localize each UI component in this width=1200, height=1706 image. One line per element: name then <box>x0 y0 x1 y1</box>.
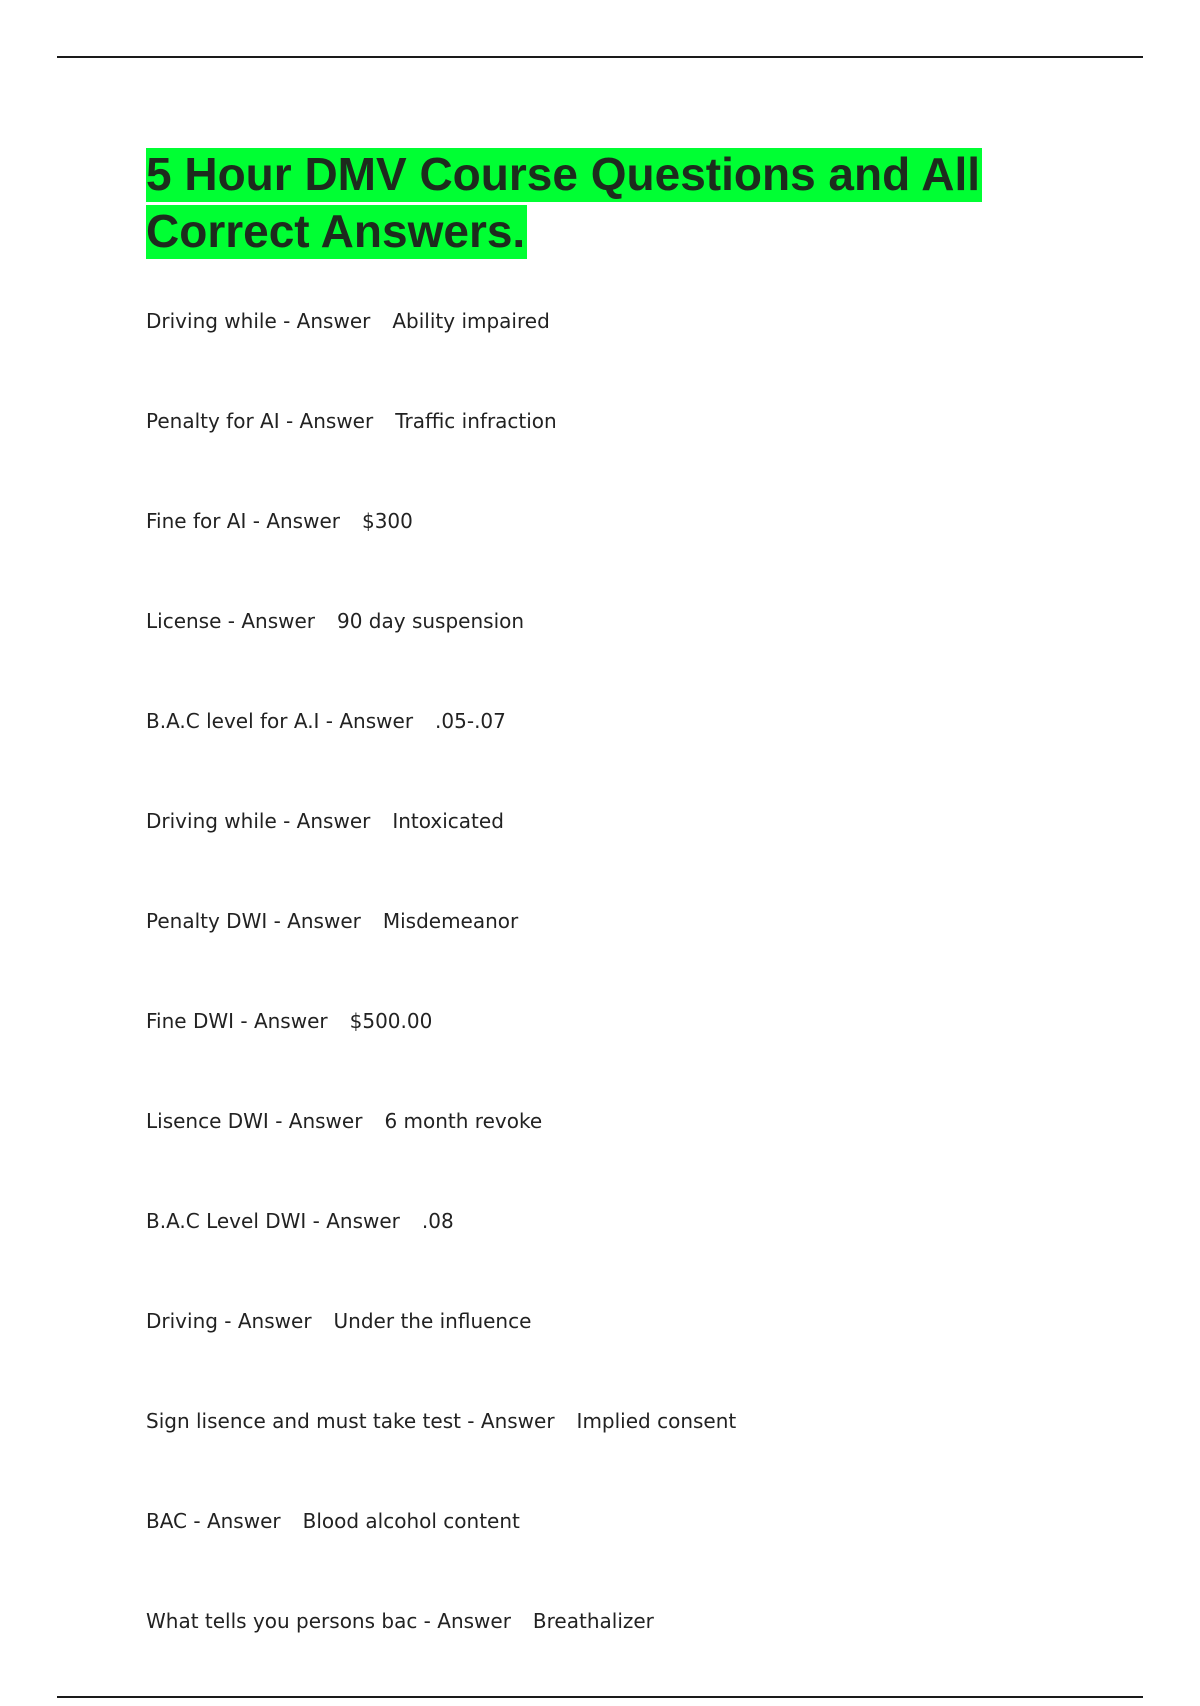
qa-item <box>146 1106 736 1206</box>
question-text: Fine for AI - Answer <box>146 509 340 533</box>
title-highlight: 5 Hour DMV Course Questions and All Correct Answers. <box>146 148 981 257</box>
answer-text: 6 month revoke <box>384 1109 543 1133</box>
question-text: Driving while - Answer <box>146 809 371 833</box>
qa-item <box>146 706 736 806</box>
question-text: B.A.C level for A.I - Answer <box>146 709 414 733</box>
qa-item <box>146 1006 736 1106</box>
question-text: BAC - Answer <box>146 1509 281 1533</box>
bottom-rule <box>57 1696 1143 1698</box>
answer-text: Implied consent <box>576 1409 737 1433</box>
question-text: Driving - Answer <box>146 1309 312 1333</box>
answer-text: $500.00 <box>349 1009 433 1033</box>
qa-item <box>146 1206 736 1306</box>
answer-text: 90 day suspension <box>337 609 525 633</box>
question-text: What tells you persons bac - Answer <box>146 1609 511 1633</box>
qa-item <box>146 1506 736 1606</box>
top-rule <box>57 56 1143 58</box>
answer-text: .05-.07 <box>435 709 506 733</box>
question-text: Lisence DWI - Answer <box>146 1109 363 1133</box>
title-block <box>146 146 1046 260</box>
qa-item <box>146 906 736 1006</box>
question-text: B.A.C Level DWI - Answer <box>146 1209 400 1233</box>
qa-item <box>146 506 736 606</box>
answer-text: Under the influence <box>333 1309 532 1333</box>
question-text: Sign lisence and must take test - Answer <box>146 1409 555 1433</box>
qa-item <box>146 406 736 506</box>
answer-text: .08 <box>421 1209 454 1233</box>
question-text: Penalty for AI - Answer <box>146 409 374 433</box>
question-text: Fine DWI - Answer <box>146 1009 328 1033</box>
qa-item <box>146 1306 736 1406</box>
answer-text: Intoxicated <box>392 809 504 833</box>
document-title <box>146 146 1046 260</box>
question-text: License - Answer <box>146 609 315 633</box>
qa-item <box>146 1606 736 1706</box>
qa-item <box>146 606 736 706</box>
qa-item <box>146 1406 736 1506</box>
answer-text: Misdemeanor <box>382 909 519 933</box>
answer-text: Traffic infraction <box>395 409 557 433</box>
qa-item <box>146 806 736 906</box>
answer-text: Breathalizer <box>532 1609 654 1633</box>
answer-text: $300 <box>361 509 413 533</box>
question-text: Driving while - Answer <box>146 309 371 333</box>
qa-list <box>146 306 736 1706</box>
question-text: Penalty DWI - Answer <box>146 909 361 933</box>
qa-item <box>146 306 736 406</box>
answer-text: Blood alcohol content <box>302 1509 520 1533</box>
answer-text: Ability impaired <box>392 309 550 333</box>
